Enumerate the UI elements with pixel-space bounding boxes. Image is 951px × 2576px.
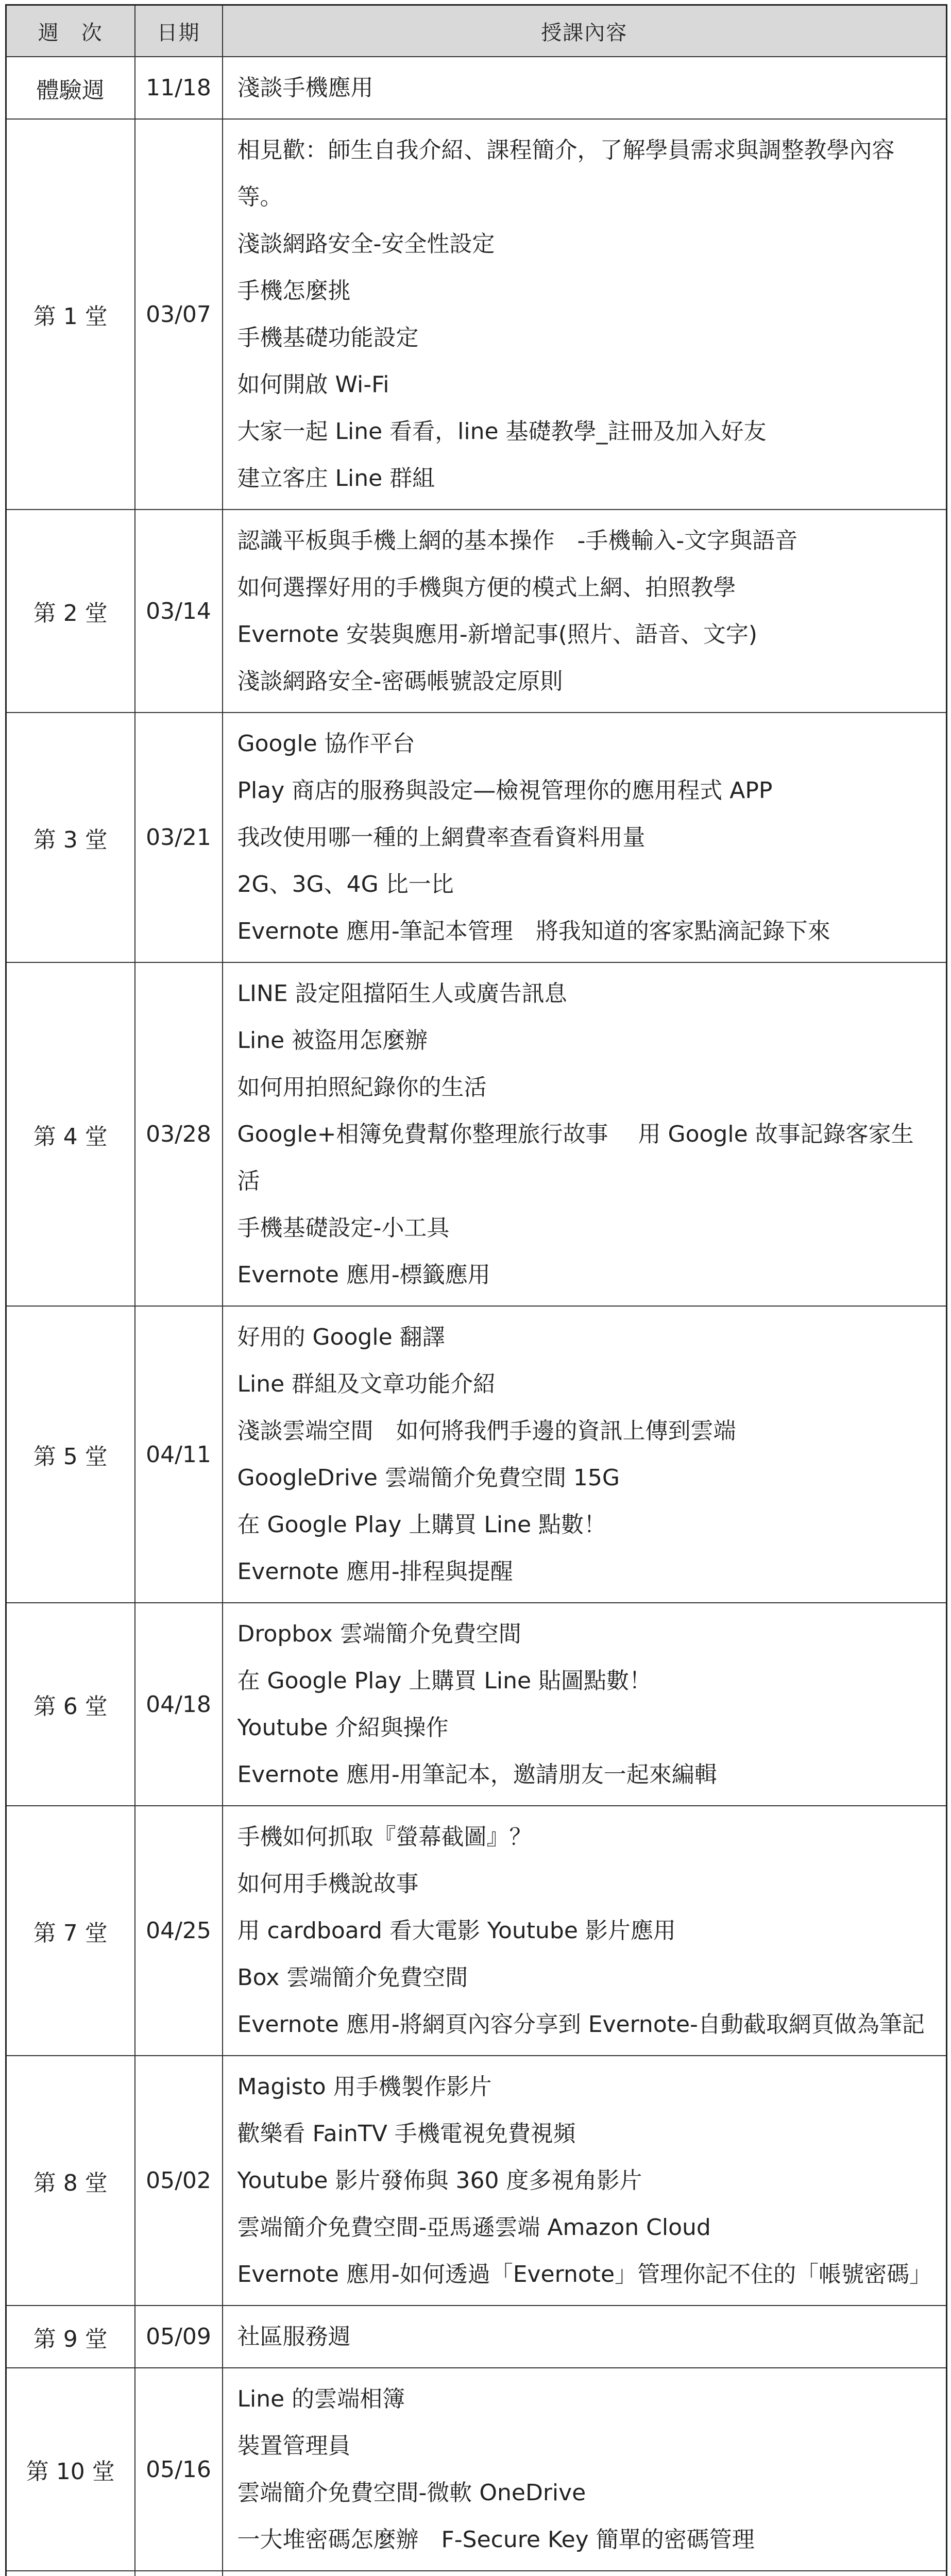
week-cell: 第 9 堂 [6,2306,135,2368]
content-item: 手機基礎設定-小工具 [237,1215,450,1241]
schedule-page [5,4,946,2576]
table-row [6,713,947,962]
header-week: 週 次 [6,5,135,57]
content-item: 用 cardboard 看大電影 Youtube 影片應用 [237,1918,676,1944]
week-cell: 第 2 堂 [6,510,135,713]
content-item: 認識平板與手機上網的基本操作 -手機輸入-文字與語音 [237,528,798,554]
table-row [6,2368,947,2571]
content-item: Evernote 應用-將網頁內容分享到 Evernote-自動截取網頁做為筆記 [237,2011,925,2038]
date-cell: 11/18 [135,57,223,119]
content-item: Line 被盜用怎麼辦 [237,1027,428,1054]
table-row [6,1306,947,1603]
content-cell [223,962,947,1306]
content-item: 我改使用哪一種的上網費率查看資料用量 [237,824,646,851]
content-cell [223,2306,947,2368]
content-item: 2G、3G、4G 比一比 [237,871,454,897]
table-row [6,2306,947,2368]
content-item: Magisto 用手機製作影片 [237,2074,492,2100]
content-item: Google+相簿免費幫你整理旅行故事 用 Google 故事記錄客家生活 [237,1121,914,1194]
content-cell [223,510,947,713]
content-item: 如何用手機說故事 [237,1871,419,1897]
week-cell: 第 3 堂 [6,713,135,962]
date-cell: 04/25 [135,1806,223,2056]
week-cell [6,2571,135,2576]
table-row [6,962,947,1306]
content-cell [223,57,947,119]
week-cell: 第 8 堂 [6,2056,135,2306]
date-cell: 05/02 [135,2056,223,2306]
content-item: Evernote 應用-標籤應用 [237,1262,490,1288]
content-cell [223,119,947,510]
content-item: 雲端簡介免費空間-微軟 OneDrive [237,2480,586,2506]
week-cell: 體驗週 [6,57,135,119]
date-cell: 03/21 [135,713,223,962]
content-item: Youtube 影片發佈與 360 度多視角影片 [237,2167,642,2194]
table-row [6,510,947,713]
content-item: 大家一起 Line 看看，line 基礎教學_註冊及加入好友 [237,418,767,445]
header-row [6,5,947,57]
content-cell [223,2571,947,2576]
content-item: Youtube 介紹與操作 [237,1715,449,1741]
content-cell [223,1603,947,1806]
content-item: Evernote 應用-用筆記本，邀請朋友一起來編輯 [237,1761,717,1788]
content-item: 一大堆密碼怎麼辦 F-Secure Key 簡單的密碼管理 [237,2527,755,2553]
header-date: 日期 [135,5,223,57]
content-item: 手機怎麼挑 [237,278,351,304]
week-cell: 第 1 堂 [6,119,135,510]
content-item: 手機如何抓取『螢幕截圖』？ [237,1824,532,1850]
content-item: Evernote 應用-如何透過「Evernote」管理你記不住的「帳號密碼」 [237,2261,932,2287]
content-item: Evernote 安裝與應用-新增記事(照片、語音、文字) [237,621,758,648]
content-item: Google 協作平台 [237,731,415,757]
content-item: LINE 設定阻擋陌生人或廣告訊息 [237,980,567,1007]
content-item: Evernote 應用-排程與提醒 [237,1558,513,1585]
header-content: 授課內容 [223,5,947,57]
content-item: 淺談網路安全-密碼帳號設定原則 [237,668,563,694]
content-cell [223,713,947,962]
content-item: 好用的 Google 翻譯 [237,1324,445,1350]
date-cell: 05/16 [135,2368,223,2571]
week-cell: 第 6 堂 [6,1603,135,1806]
table-row [6,1806,947,2056]
table-row [6,119,947,510]
date-cell: 03/14 [135,510,223,713]
week-cell: 第 4 堂 [6,962,135,1306]
content-item: 在 Google Play 上購買 Line 點數！ [237,1512,607,1538]
course-schedule-table [5,4,947,2576]
content-item: Box 雲端簡介免費空間 [237,1964,468,1991]
content-item: 淺談網路安全-安全性設定 [237,231,495,257]
content-item: GoogleDrive 雲端簡介免費空間 15G [237,1465,620,1491]
content-item: 淺談雲端空間 如何將我們手邊的資訊上傳到雲端 [237,1418,736,1444]
content-item: 建立客庄 Line 群組 [237,465,435,492]
content-item: 手機基礎功能設定 [237,325,419,351]
content-item: 如何選擇好用的手機與方便的模式上網、拍照教學 [237,574,736,601]
table-row [6,1603,947,1806]
content-item: 如何開啟 Wi-Fi [237,371,389,398]
content-item: 裝置管理員 [237,2433,351,2459]
content-item: Line 群組及文章功能介紹 [237,1371,496,1397]
content-item: 淺談手機應用 [237,75,373,101]
content-item: 相見歡：師生自我介紹、課程簡介，了解學員需求與調整教學內容等。 [237,137,895,210]
date-cell: 05/09 [135,2306,223,2368]
schedule-body [6,57,947,2576]
content-cell [223,1806,947,2056]
content-item: Evernote 應用-筆記本管理 將我知道的客家點滴記錄下來 [237,918,830,944]
content-item: 歡樂看 FainTV 手機電視免費視頻 [237,2121,576,2147]
content-item: Play 商店的服務與設定—檢視管理你的應用程式 APP [237,777,773,804]
date-cell [135,2571,223,2576]
date-cell: 03/28 [135,962,223,1306]
content-item: Line 的雲端相簿 [237,2386,405,2412]
date-cell: 04/11 [135,1306,223,1603]
content-item: Dropbox 雲端簡介免費空間 [237,1621,521,1647]
content-item: 社區服務週 [237,2324,351,2350]
content-cell [223,1306,947,1603]
week-cell: 第 5 堂 [6,1306,135,1603]
content-item: 如何用拍照紀錄你的生活 [237,1074,487,1100]
content-item: 雲端簡介免費空間-亞馬遜雲端 Amazon Cloud [237,2214,711,2241]
week-cell: 第 10 堂 [6,2368,135,2571]
content-cell [223,2368,947,2571]
table-row [6,2056,947,2306]
date-cell: 03/07 [135,119,223,510]
week-cell: 第 7 堂 [6,1806,135,2056]
content-cell [223,2056,947,2306]
date-cell: 04/18 [135,1603,223,1806]
table-row [6,2571,947,2576]
table-row [6,57,947,119]
content-item: 在 Google Play 上購買 Line 貼圖點數！ [237,1668,652,1694]
